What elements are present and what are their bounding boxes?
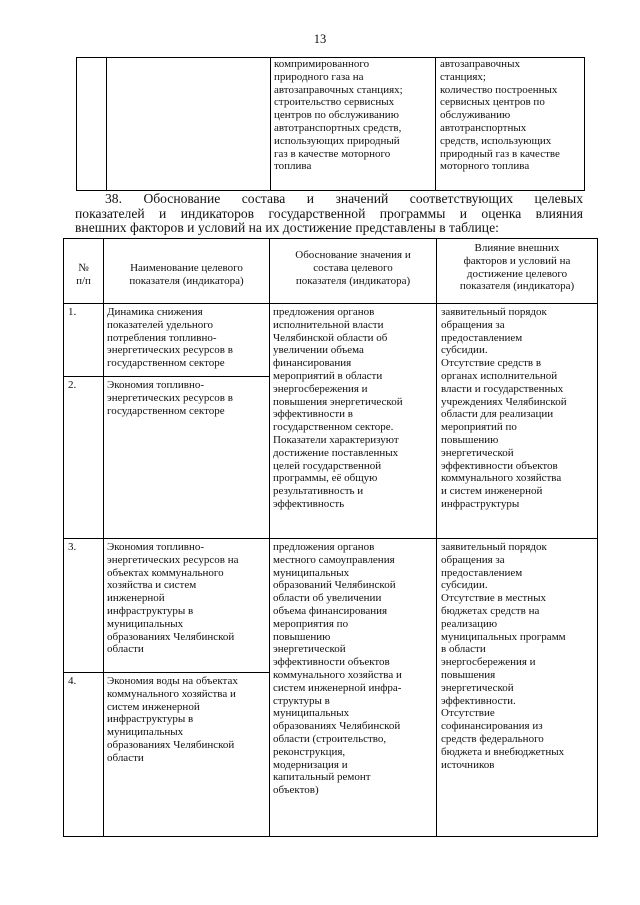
continuation-influence-cell: автозаправочных станциях; количество построенных сервисных центров по обслуживанию автотранспортных средств, использующих природный газ в качестве моторного топлива (440, 58, 560, 173)
row-4-indicator: Экономия воды на объектах коммунального хозяйства и систем инженерной инфраструктуры в муниципальных образованиях Челябинской области (107, 675, 238, 764)
paragraph-line-2: показателей и индикаторов государственной программы и оценка влияния (75, 205, 583, 221)
group-2-justification: предложения органов местного самоуправления муниципальных образований Челябинской области об увеличении объема финансирования мероприятия по повышению энергетической эффективности объектов коммунального хозяйства и систем инженерной инфра- структуры в муниципальных образованиях Челябинской области (строительство, реконструкция, модернизация и капитальный ремонт объектов) (273, 541, 402, 797)
page-number: 13 (313, 32, 327, 46)
group-2-external-influence: заявительный порядок обращения за предоставлением субсидии. Отсутствие в местных бюджетах средств на реализацию муниципальных программ в области энергосбережения и повышения энергетической эффективности. Отсутствие софинансирования из средств федерального бюджета и внебюджетных источников (441, 541, 566, 771)
header-number: № п/п (76, 262, 91, 287)
group-1-justification: предложения органов исполнительной власти Челябинской области об увеличении объема финансирования мероприятий в области энергосбережения и повышения энергетической эффективности в государственном секторе. Показатели характеризуют достижение поставленных целей государственной программы, её общую результативность и эффективность (273, 306, 403, 510)
continuation-justification-cell: компримированного природного газа на автозаправочных станциях; строительство сервисных центров по обслуживанию автотранспортных средств, использующих природный газ в качестве моторного топлива (274, 58, 403, 173)
header-justification: Обоснование значения и состава целевого показателя (индикатора) (295, 249, 411, 287)
group-1-external-influence: заявительный порядок обращения за предоставлением субсидии. Отсутствие средств в органах исполнительной власти и государственных учреждениях Челябинской области для реализации мероприятий по повышению энергетической эффективности объектов коммунального хозяйства и систем инженерной инфраструктуры (441, 306, 567, 510)
row-4-number: 4. (68, 675, 77, 687)
row-3-number: 3. (68, 541, 77, 553)
paragraph-line-1: 38. Обоснование состава и значений соответствующих целевых (105, 191, 583, 206)
paragraph-line-3: внешних факторов и условий на их достижение представлены в таблице: (75, 220, 499, 236)
header-indicator-name: Наименование целевого показателя (индикатора) (129, 262, 244, 287)
row-1-indicator: Динамика снижения показателей удельного потребления топливно- энергетических ресурсов в государственном секторе (107, 306, 233, 370)
row-1-number: 1. (68, 306, 77, 318)
row-2-number: 2. (68, 379, 77, 391)
header-external-influence: Влияние внешних факторов и условий на достижение целевого показателя (индикатора) (459, 242, 575, 293)
row-2-indicator: Экономия топливно- энергетических ресурсов в государственном секторе (107, 379, 233, 417)
row-3-indicator: Экономия топливно- энергетических ресурсов на объектах коммунального хозяйства и систем инженерной инфраструктуры в муниципальных образованиях Челябинской области (107, 541, 239, 656)
paragraph-38 (75, 192, 583, 236)
